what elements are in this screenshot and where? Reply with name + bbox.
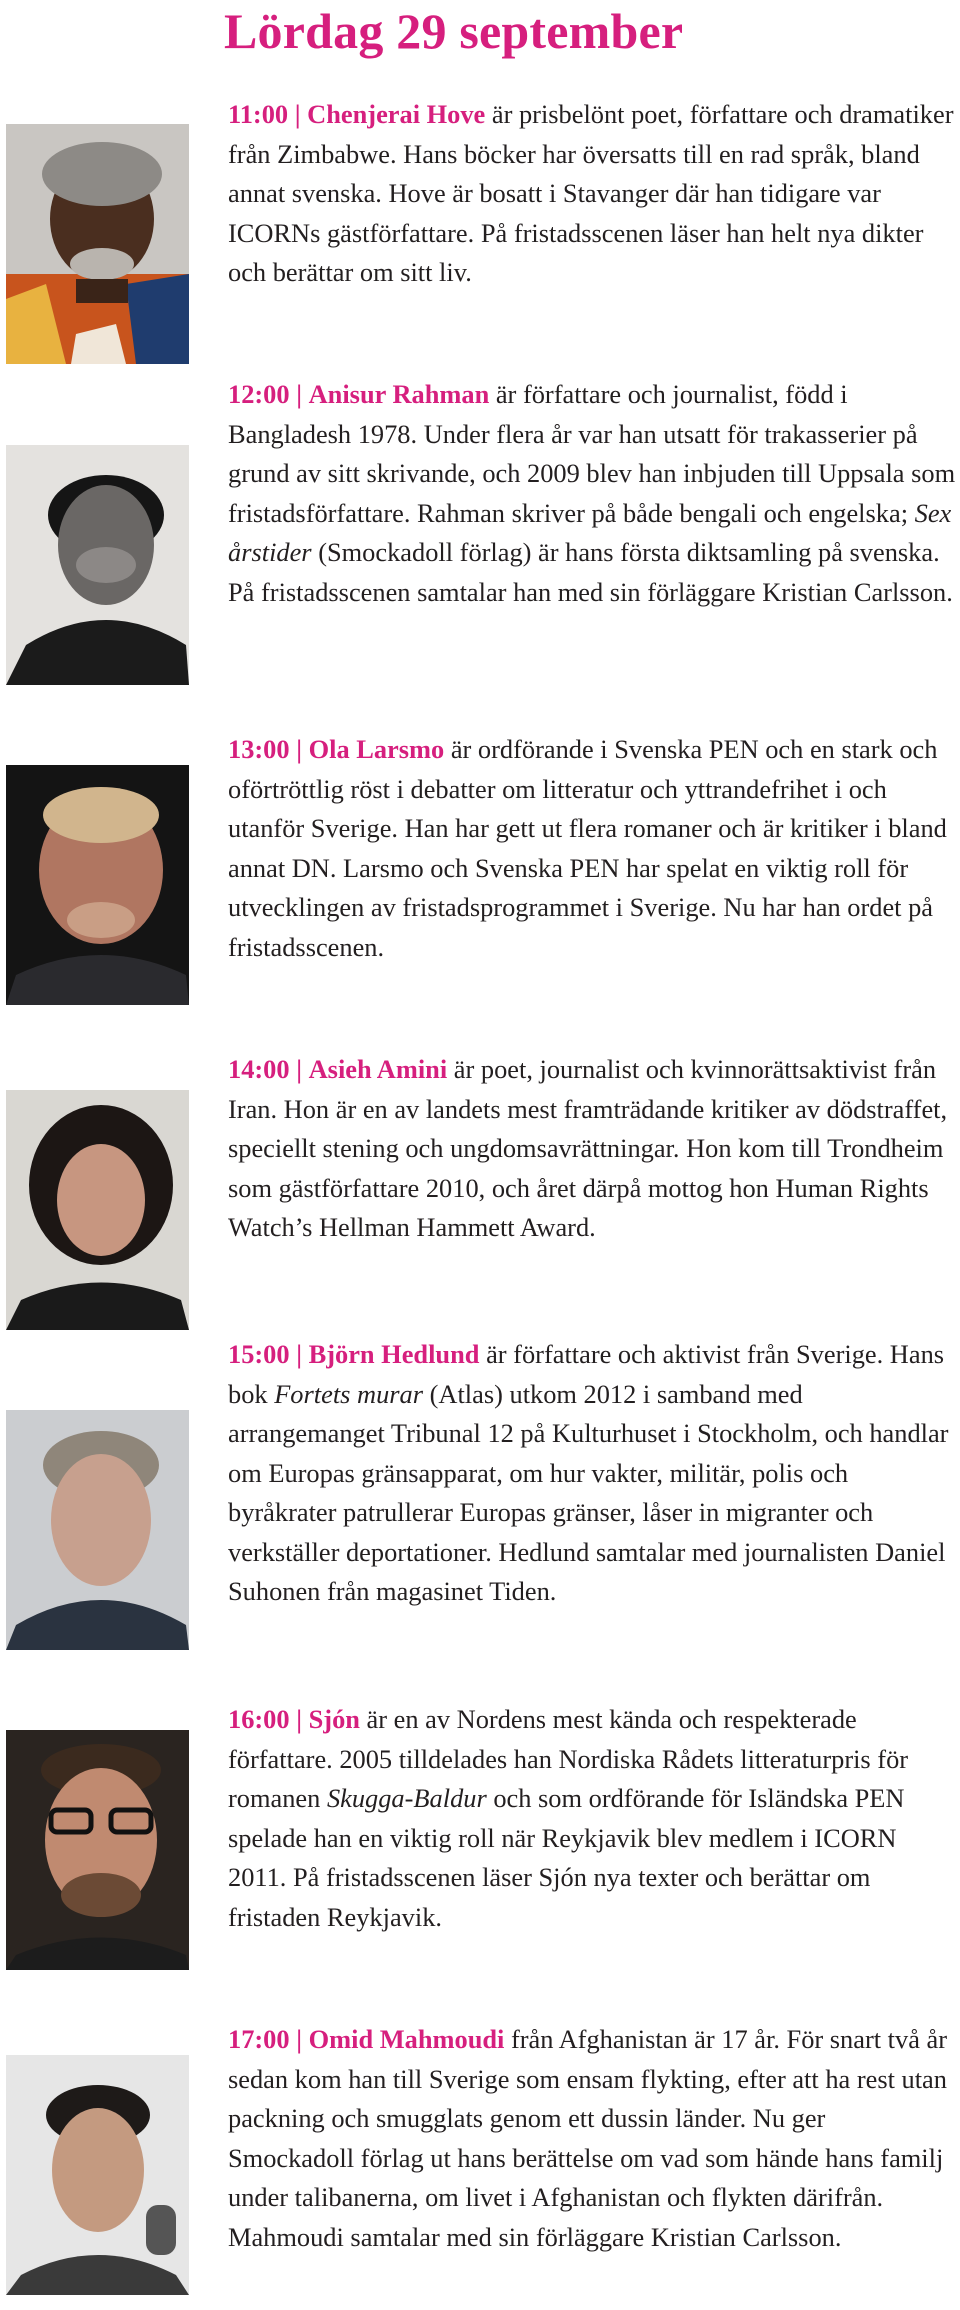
event-description: från Afghanistan är 17 år. För snart två år sedan kom han till Sverige som ensam flykting, efter att ha rest utan packning och smugglats genom ett dussin länder. Nu ger Smockadoll förlag ut hans berättelse om vad som hände hans familj under talibanerna, om livet i Afghanistan och flykten därifrån. Mahmoudi samtalar med sin förläggare Kristian Carlsson. — [228, 2024, 948, 2252]
portrait-anisur-rahman — [6, 445, 189, 685]
event-entry — [228, 1700, 956, 1937]
event-time: 13:00 — [228, 734, 290, 764]
event-time: 17:00 — [228, 2024, 290, 2054]
event-description: är poet, journalist och kvinnorättsaktivist från Iran. Hon är en av landets mest framträdande kritiker av dödstraffet, speciellt stening och ungdomsavrättningar. Hon kom till Trondheim som gästförfattare 2010, och året därpå mottog hon Human Rights Watch’s Hellman Hammett Award. — [228, 1054, 948, 1242]
event-description-cont: (Atlas) utkom 2012 i samband med arrangemanget Tribunal 12 på Kulturhuset i Stockholm, och handlar om Europas gränsapparat, om hur vakter, militär, polis och byråkrater patrullerar Europas gränser, låser in migranter och verkställer deportationer. Hedlund samtalar med journalisten Daniel Suhonen från magasinet Tiden. — [228, 1378, 949, 1606]
portrait-omid-mahmoudi — [6, 2055, 189, 2295]
event-book-title: Fortets murar — [274, 1378, 424, 1409]
event-book-title: Sex årstider — [228, 497, 952, 567]
portrait-sjon — [6, 1730, 189, 1970]
event-description: är en av Nordens mest kända och respekterade författare. 2005 tilldelades han Nordiska Rådets litteraturpris för romanen — [228, 1704, 909, 1813]
event-separator: | — [296, 1339, 302, 1369]
event-time: 15:00 — [228, 1339, 290, 1369]
event-author-name: Björn Hedlund — [308, 1339, 480, 1369]
event-description: är prisbelönt poet, författare och dramatiker från Zimbabwe. Hans böcker har översatts till en rad språk, bland annat svenska. Hove är bosatt i Stavanger där han tidigare var ICORNs gästförfattare. På fristadsscenen läser han helt nya dikter och berättar om sitt liv. — [228, 99, 954, 287]
event-entry — [228, 375, 956, 612]
event-description: är författare och journalist, född i Bangladesh 1978. Under flera år var han utsatt för trakasserier på grund av sitt skrivande, och 2009 blev han inbjuden till Uppsala som fristadsförfattare. Rahman skriver på både bengali och engelska; — [228, 379, 956, 528]
event-description-cont: (Smockadoll förlag) är hans första diktsamling på svenska. På fristadsscenen samtalar han med sin förläggare Kristian Carlsson. — [228, 537, 953, 607]
event-separator: | — [296, 734, 302, 764]
event-time: 12:00 — [228, 379, 290, 409]
event-separator: | — [296, 1704, 302, 1734]
event-time: 14:00 — [228, 1054, 290, 1084]
event-author-name: Ola Larsmo — [308, 734, 445, 764]
event-entry — [228, 730, 956, 967]
event-separator: | — [296, 2024, 302, 2054]
event-author-name: Anisur Rahman — [308, 379, 490, 409]
event-separator: | — [296, 1054, 302, 1084]
page-title: Lördag 29 september — [224, 3, 684, 59]
event-time: 16:00 — [228, 1704, 290, 1734]
event-author-name: Asieh Amini — [308, 1054, 448, 1084]
event-entry — [228, 1335, 956, 1612]
event-author-name: Chenjerai Hove — [307, 99, 486, 129]
portrait-ola-larsmo — [6, 765, 189, 1005]
event-entry — [228, 1050, 956, 1248]
event-author-name: Omid Mahmoudi — [308, 2024, 505, 2054]
event-separator: | — [296, 379, 302, 409]
event-description: är författare och aktivist från Sverige. Hans bok — [228, 1339, 945, 1409]
event-author-name: Sjón — [308, 1704, 360, 1734]
portrait-asieh-amini — [6, 1090, 189, 1330]
portrait-bjorn-hedlund — [6, 1410, 189, 1650]
event-entry — [228, 95, 956, 293]
event-separator: | — [294, 99, 301, 129]
event-entry — [228, 2020, 956, 2257]
event-book-title: Skugga-Baldur — [326, 1783, 487, 1813]
event-time: 11:00 — [228, 99, 289, 129]
event-description-cont: och som ordförande för Isländska PEN spelade han en viktig roll när Reykjavik blev medlem i ICORN 2011. På fristadsscenen läser Sjón nya texter och berättar om fristaden Reykjavik. — [228, 1783, 905, 1932]
event-description: är ordförande i Svenska PEN och en stark och oförtröttlig röst i debatter om litteratur och yttrandefrihet i och utanför Sverige. Han har gett ut flera romaner och är kritiker i bland annat DN. Larsmo och Svenska PEN har spelat en viktig roll för utvecklingen av fristadsprogrammet i Sverige. Nu har han ordet på fristadsscenen. — [228, 734, 947, 962]
portrait-chenjerai-hove — [6, 124, 189, 364]
